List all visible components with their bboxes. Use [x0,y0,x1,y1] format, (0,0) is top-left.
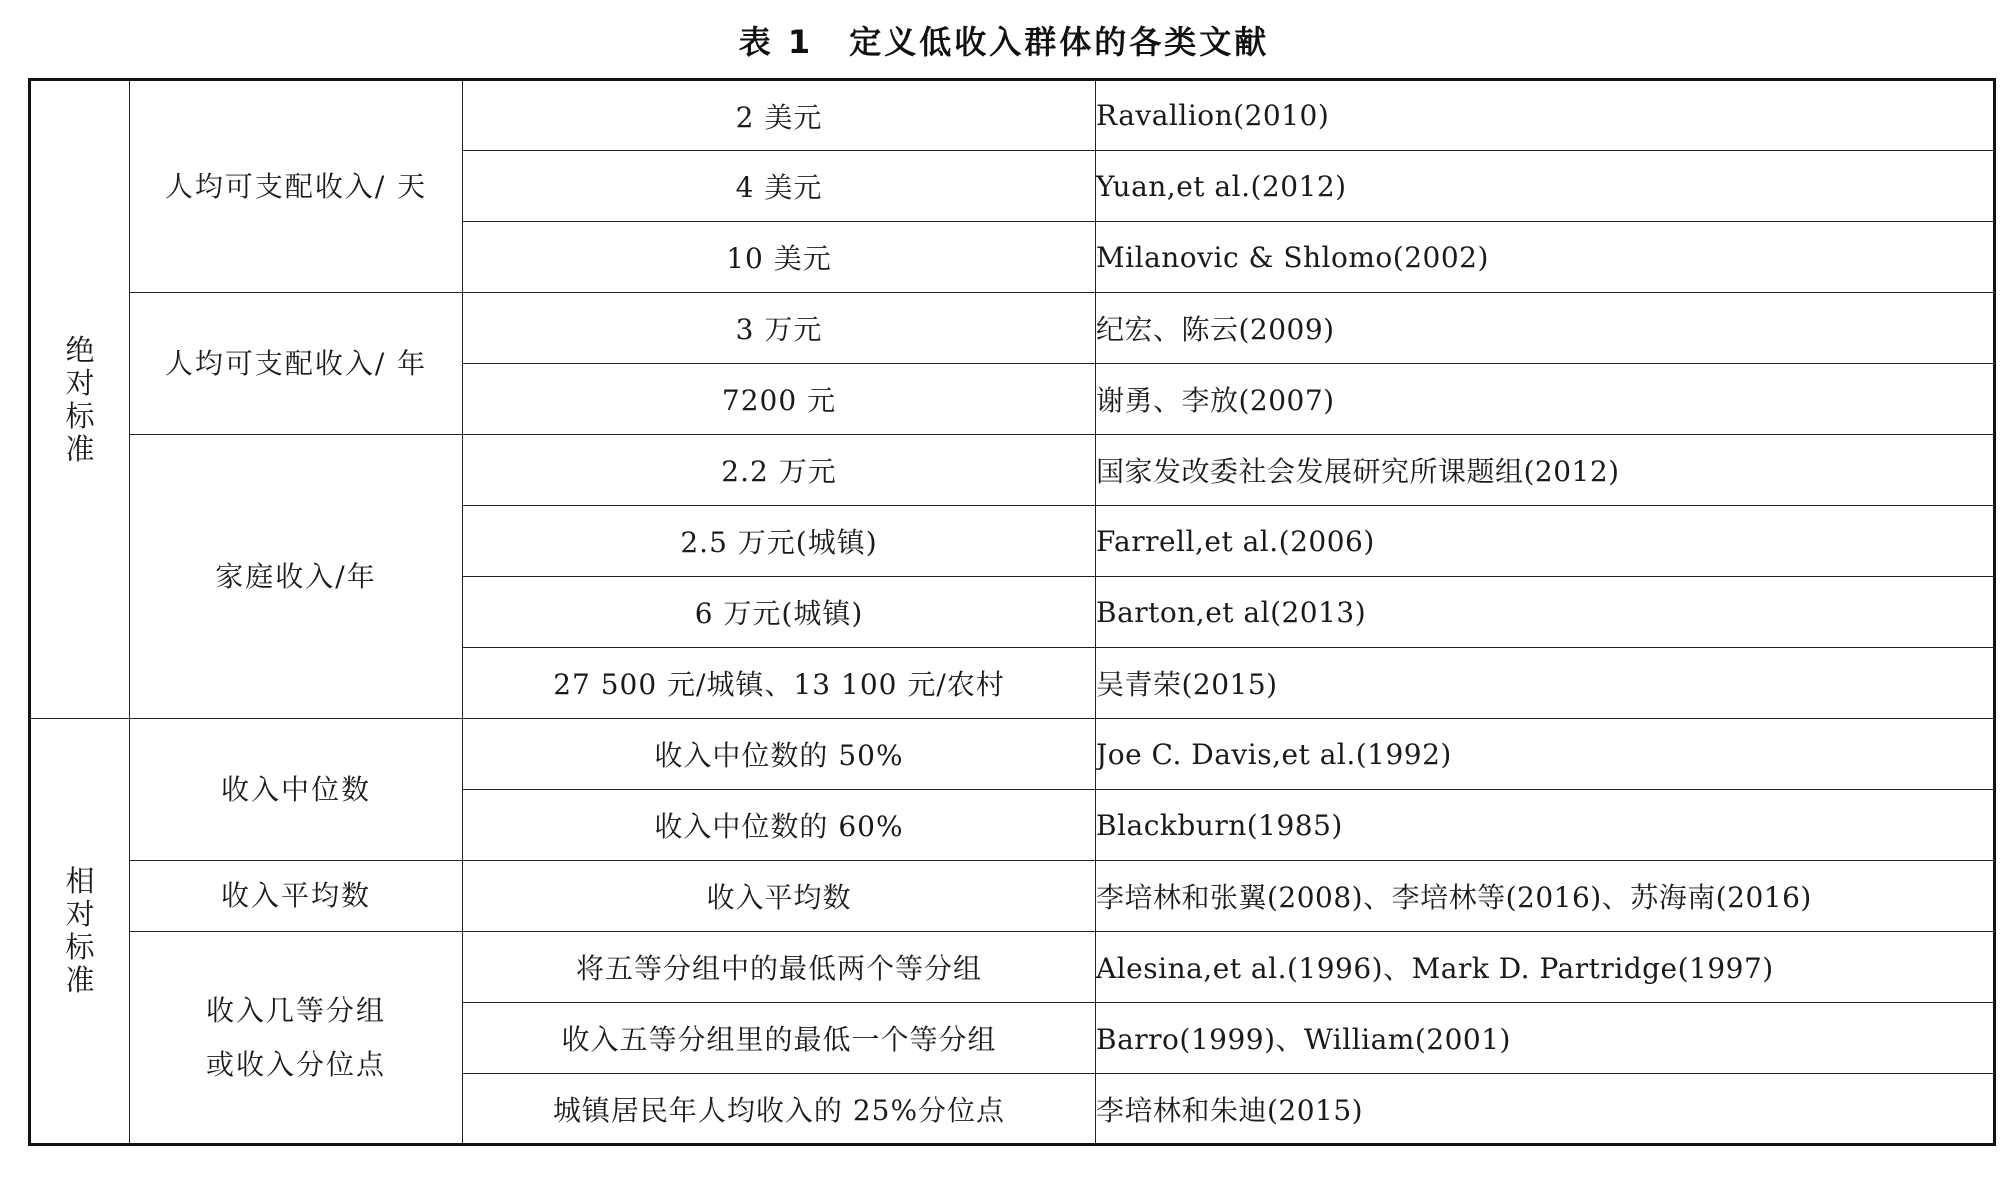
source-cell: Joe C. Davis,et al.(1992) [1096,719,1995,790]
category-label [65,334,94,466]
criterion-cell: 收入中位数的 60% [463,790,1096,861]
category-cell [30,719,130,1145]
criterion-cell: 收入五等分组里的最低一个等分组 [463,1003,1096,1074]
source-cell: 纪宏、陈云(2009) [1096,293,1995,364]
subcategory-label: 收入中位数 [220,772,371,806]
category-char: 标 [65,398,95,433]
subcategory-label: 人均可支配收入/ 天 [164,169,428,203]
subcategory-cell [130,80,463,293]
source-cell: Farrell,et al.(2006) [1096,506,1995,577]
criterion-cell: 3 万元 [463,293,1096,364]
source-cell: Alesina,et al.(1996)、Mark D. Partridge(1997) [1096,932,1995,1003]
source-cell: Barton,et al(2013) [1096,577,1995,648]
category-char: 对 [65,365,95,400]
criterion-cell: 收入中位数的 50% [463,719,1096,790]
criterion-cell: 6 万元(城镇) [463,577,1096,648]
category-cell [30,80,130,719]
criterion-cell: 2.5 万元(城镇) [463,506,1096,577]
table-row [30,719,1995,790]
source-cell: 李培林和朱迪(2015) [1096,1074,1995,1145]
table-body [30,80,1995,1145]
category-char: 对 [65,897,95,931]
subcategory-label: 收入几等分组 [205,993,386,1027]
criterion-cell: 27 500 元/城镇、13 100 元/农村 [463,648,1096,719]
criterion-cell: 城镇居民年人均收入的 25%分位点 [463,1074,1096,1145]
subcategory-cell [130,719,463,861]
category-char: 标 [65,930,95,964]
table-row [30,435,1995,506]
source-cell: Barro(1999)、William(2001) [1096,1003,1995,1074]
subcategory-label: 人均可支配收入/ 年 [164,346,428,380]
table-title: 定义低收入群体的各类文献 [849,23,1270,61]
source-cell: 吴青荣(2015) [1096,648,1995,719]
source-cell: Ravallion(2010) [1096,80,1995,151]
source-cell: Yuan,et al.(2012) [1096,151,1995,222]
category-char: 准 [65,963,95,997]
table-row [30,293,1995,364]
source-cell: 李培林和张翼(2008)、李培林等(2016)、苏海南(2016) [1096,861,1995,932]
subcategory-cell [130,293,463,435]
criterion-cell: 将五等分组中的最低两个等分组 [463,932,1096,1003]
table-row [30,80,1995,151]
criterion-cell: 7200 元 [463,364,1096,435]
table-caption [0,14,2008,66]
table-number: 表 1 [738,23,814,61]
table-row [30,932,1995,1003]
subcategory-cell [130,861,463,932]
criterion-cell: 4 美元 [463,151,1096,222]
source-cell: Blackburn(1985) [1096,790,1995,861]
source-cell: 国家发改委社会发展研究所课题组(2012) [1096,435,1995,506]
category-label [65,865,94,997]
category-char: 绝 [65,332,95,367]
source-cell: Milanovic & Shlomo(2002) [1096,222,1995,293]
category-char: 相 [65,864,95,898]
table-row [30,861,1995,932]
subcategory-cell [130,435,463,719]
criterion-cell: 10 美元 [463,222,1096,293]
literature-table [28,78,1996,1146]
criterion-cell: 2 美元 [463,80,1096,151]
subcategory-label: 或收入分位点 [205,1047,386,1081]
category-char: 准 [65,431,95,466]
subcategory-label: 家庭收入/年 [215,559,377,593]
criterion-cell: 2.2 万元 [463,435,1096,506]
subcategory-cell [130,932,463,1145]
subcategory-label: 收入平均数 [220,879,371,912]
criterion-cell: 收入平均数 [463,861,1096,932]
source-cell: 谢勇、李放(2007) [1096,364,1995,435]
